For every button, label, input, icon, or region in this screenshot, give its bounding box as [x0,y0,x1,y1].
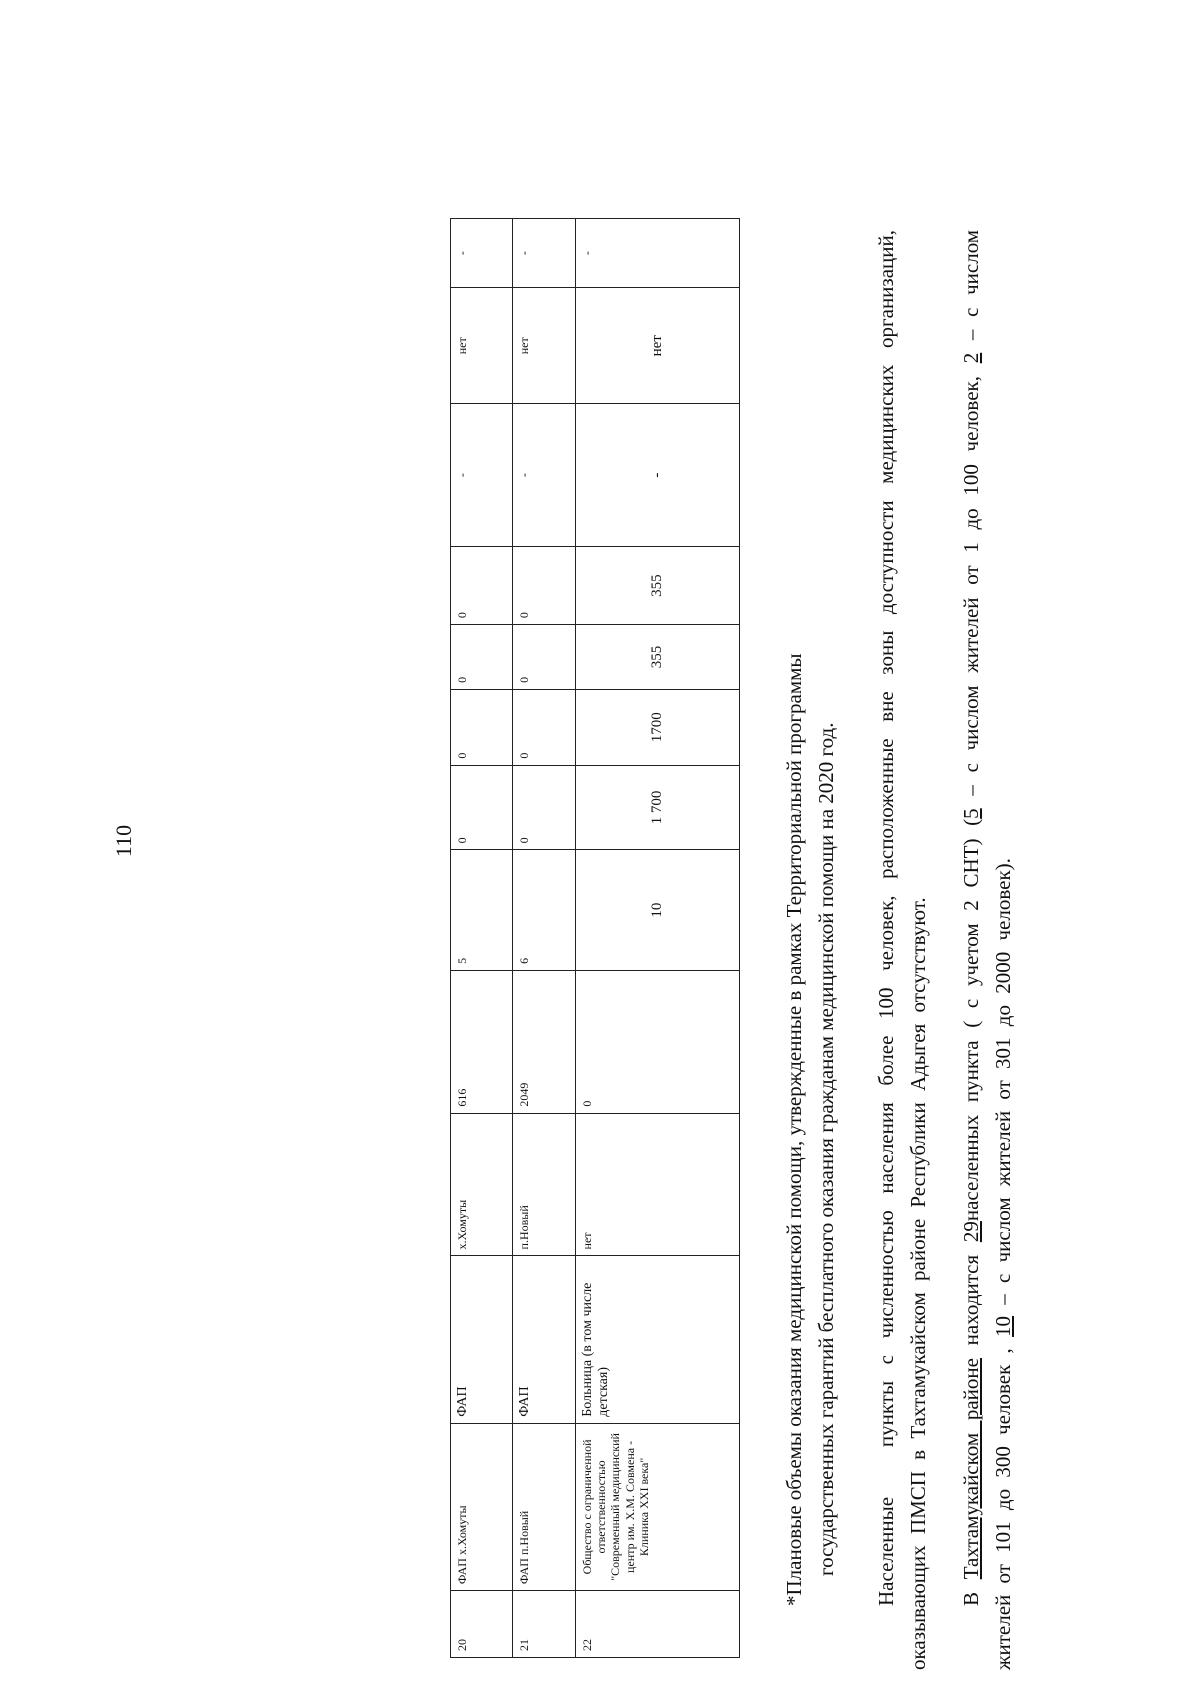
footnote-line-2: государственных гарантий бесплатного оказания гражданам медицинской помощи на 2020 год. [814,722,838,1576]
cell-facility-type: ФАП [451,1256,513,1423]
settlements-text [870,230,934,1670]
cell-value: нет [451,288,513,404]
cell-value: 0 [513,547,575,625]
cell-location: х.Хомуты [451,1113,513,1256]
cell-value: 10 [575,850,739,970]
settlement-count: 29 [959,1221,983,1243]
facilities-table [450,218,740,1658]
cell-value: - [513,219,575,288]
district-name: Тахтамукайском районе [959,1358,983,1580]
cell-population: 2049 [513,970,575,1113]
settlements-paragraph [870,230,934,1670]
cell-facility-type: Больница (в том числе детская) [575,1256,739,1423]
district-text-a: В [959,1591,983,1606]
cell-population: 0 [575,970,739,1113]
district-paragraph [955,230,1019,1670]
cell-value: 355 [575,547,739,625]
cell-value: нет [575,288,739,404]
cell-number: 22 [575,1591,739,1658]
cell-number: 20 [451,1591,513,1658]
district-text-c: населенных пункта ( с учетом 2 СНТ) ( [959,818,983,1222]
district-text-e: – с числом жителей от 101 до 300 человек , [959,229,1015,1670]
cell-organization: ФАП п.Новый [513,1423,575,1590]
cell-value: 0 [451,547,513,625]
table-row [513,219,575,1658]
cell-value: - [575,404,739,547]
footnote-line-1: *Плановые объемы оказания медицинской помощи, утвержденные в рамках Территориальной программы [782,653,806,1606]
page-number: 110 [111,824,137,858]
cell-value: 0 [513,689,575,765]
cell-location: нет [575,1113,739,1256]
cell-value: 0 [451,765,513,850]
district-text [955,230,1019,1670]
cell-location: п.Новый [513,1113,575,1256]
footnote-paragraph [778,230,842,1670]
cell-value: - [451,404,513,547]
district-text-b: находится [959,1254,983,1346]
cell-value: 0 [513,765,575,850]
cell-value: - [451,219,513,288]
cell-value: 355 [575,625,739,690]
district-text-f: – с числом жителей от 301 до 2000 человек). [991,858,1015,1305]
cell-value: - [575,219,739,288]
count-medium: 2 [959,352,983,364]
settlements-lead: Населенные [874,1496,898,1606]
landscape-content [450,229,1015,1670]
cell-value: 0 [451,689,513,765]
cell-value: 0 [451,625,513,690]
cell-value: - [513,404,575,547]
cell-population: 616 [451,970,513,1113]
table-row [575,219,739,1658]
cell-value: 1700 [575,689,739,765]
cell-number: 21 [513,1591,575,1658]
cell-value: нет [513,288,575,404]
cell-value: 6 [513,850,575,970]
count-large: 10 [991,1315,1015,1337]
district-text-d: – с числом жителей от 1 до 100 человек, [959,376,983,796]
settlements-rest: пункты с численностью населения более 100 человек, расположенные вне зоны доступности медицинских организаций, оказывающих ПМСП в Тахтамукайском районе Республики Адыгея отсутствуют. [874,230,930,1670]
cell-value: 1 700 [575,765,739,850]
cell-value: 5 [451,850,513,970]
cell-value: 0 [513,625,575,690]
cell-organization: Общество с ограниченной ответственностью "Современный медицинский центр им. Х.М. Совмена - Клиника XXI века" [575,1423,739,1590]
cell-organization: ФАП х.Хомуты [451,1423,513,1590]
count-small: 5 [959,808,983,819]
table-row [451,219,513,1658]
cell-facility-type: ФАП [513,1256,575,1423]
